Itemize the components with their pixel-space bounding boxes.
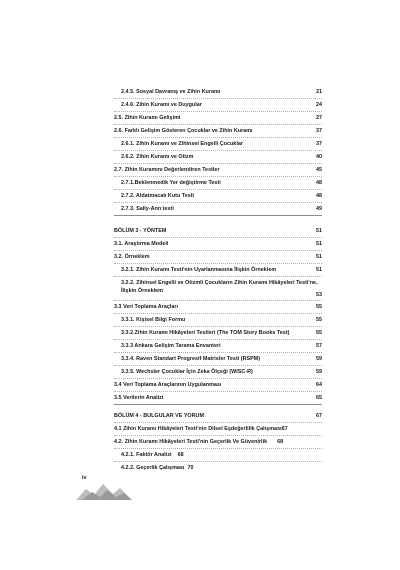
section-divider: [114, 215, 322, 216]
toc-entry-3-3-1: 3.3.1. Kişisel Bilgi Formu: [121, 317, 186, 323]
toc-page-2-6-1: 37: [316, 141, 322, 147]
entry-divider: [114, 111, 322, 112]
toc-entry-4-2: [114, 438, 283, 446]
entry-divider: [114, 189, 322, 190]
toc-entry-2-5: 2.5. Zihin Kuramı Gelişimi: [114, 115, 181, 121]
entry-divider: [114, 237, 322, 238]
toc-chapter-4: BÖLÜM 4 - BULGULAR VE YORUM: [114, 413, 204, 419]
mountain-decoration-icon: [76, 480, 132, 500]
toc-page-4-2-2: 70: [187, 465, 194, 471]
entry-divider: [114, 422, 322, 423]
entry-divider: [114, 378, 322, 379]
toc-page-chapter-3: 51: [316, 228, 322, 234]
entry-divider: [114, 150, 322, 151]
toc-page-3-4: 64: [316, 382, 322, 388]
toc-entry-4-2-2: [121, 464, 193, 472]
toc-page-3-3: 55: [316, 304, 322, 310]
toc-entry-2-7-3: 2.7.3. Sally-Ann testi: [121, 206, 174, 212]
toc-entry-2-7-2: 2.7.2. Aldatmacalı Kutu Testi: [121, 193, 195, 199]
toc-entry-2-7: 2.7. Zihin Kuramını Değerlendiren Testler: [114, 167, 220, 173]
entry-divider: [114, 276, 322, 277]
entry-divider: [114, 263, 322, 264]
toc-entry-3-5: 3.5 Verilerin Analizi: [114, 395, 164, 401]
toc-page-2-7-2: 48: [316, 193, 322, 199]
toc-entry-3-3-3: 3.3.3 Ankara Gelişim Tarama Envanteri: [121, 343, 221, 349]
toc-page-3-3-3: 57: [316, 343, 322, 349]
toc-page-3-2: 51: [316, 254, 322, 260]
toc-entry-2-7-1: 2.7.1.Beklenmedik Yer değiştirme Testi: [121, 180, 221, 186]
toc-entry-4-2-1-label: 4.2.1. Faktör Analizi: [121, 452, 172, 458]
toc-entry-3-1: 3.1. Araştırma Modeli: [114, 241, 169, 247]
toc-entry-3-3-2: 3.3.2.Zihin Kuramı Hikâyeleri Testleri (The TOM Story Books Test): [121, 330, 290, 336]
entry-divider: [114, 461, 322, 462]
toc-page-2-4-6: 24: [316, 102, 322, 108]
toc-entry-4-2-label: 4.2. Zihin Kuramı Hikâyeleri Testi'nin Geçerlik Ve Güvenirlik: [114, 439, 268, 445]
entry-divider: [114, 163, 322, 164]
entry-divider: [114, 448, 322, 449]
toc-page-3-2-2: 53: [316, 292, 322, 298]
toc-page-4-1: 67: [281, 426, 288, 432]
toc-entry-2-6-1: 2.6.1. Zihin Kuramı ve Zihinsel Engelli Çocuklar: [121, 141, 243, 147]
toc-entry-3-2-1: 3.2.1. Zihin Kuramı Testi'nin Uyarlanmasına İlişkin Örneklem: [121, 267, 277, 273]
entry-divider: [114, 98, 322, 99]
entry-divider: [114, 352, 322, 353]
entry-divider: [114, 365, 322, 366]
toc-page-2-7-3: 49: [316, 206, 322, 212]
toc-entry-3-3-5: 3.3.5. Wechsler Çocuklar İçin Zeka Ölçeği (WISC-R): [121, 369, 253, 375]
toc-entry-2-4-6: 2.4.6. Zihin Kuramı ve Duygular: [121, 102, 202, 108]
entry-divider: [114, 124, 322, 125]
page-number: iv: [82, 475, 87, 481]
toc-page-3-2-1: 51: [316, 267, 322, 273]
toc-page-2-5: 27: [316, 115, 322, 121]
toc-page-3-3-5: 59: [316, 369, 322, 375]
toc-entry-3-2: 3.2. Örneklem: [114, 254, 150, 260]
entry-divider: [114, 137, 322, 138]
toc-page-3-1: 51: [316, 241, 322, 247]
toc-page-2-6: 37: [316, 128, 322, 134]
toc-entry-4-2-1: [121, 451, 184, 459]
toc-page-3-5: 65: [316, 395, 322, 401]
toc-entry-3-2-2: 3.2.2. Zihinsel Engelli ve Otizmli Çocukların Zihin Kuramı Hikâyeleri Testi'ne, İlişkin Örneklem: [121, 280, 318, 294]
toc-entry-2-6-2: 2.6.2. Zihin Kuramı ve Otizm: [121, 154, 194, 160]
toc-page-chapter-4: 67: [316, 413, 322, 419]
entry-divider: [114, 313, 322, 314]
entry-divider: [114, 202, 322, 203]
toc-page-2-6-2: 40: [316, 154, 322, 160]
toc-entry-4-2-2-label: 4.2.2. Geçerlik Çalışması: [121, 465, 185, 471]
toc-chapter-3: BÖLÜM 3 - YÖNTEM: [114, 228, 167, 234]
entry-divider: [114, 435, 322, 436]
entry-divider: [114, 391, 322, 392]
toc-page-2-4-5: 21: [316, 89, 322, 95]
toc-page-2-7-1: 48: [316, 180, 322, 186]
toc-entry-4-1: [114, 425, 288, 433]
entry-divider: [114, 326, 322, 327]
toc-page-4-2: 68: [277, 439, 284, 445]
entry-divider: [114, 339, 322, 340]
toc-page-3-3-2: 55: [316, 330, 322, 336]
entry-divider: [114, 250, 322, 251]
toc-entry-2-4-5: 2.4.5. Sosyal Davranış ve Zihin Kuramı: [121, 89, 221, 95]
section-divider: [114, 404, 322, 405]
toc-page-2-7: 45: [316, 167, 322, 173]
toc-entry-2-6: 2.6. Farklı Gelişim Gösteren Çocuklar ve Zihin Kuramı: [114, 128, 253, 134]
toc-entry-3-3-4: 3.3.4. Raven Standart Progresif Matrisler Testi (RSPM): [121, 356, 261, 362]
toc-page-3-3-4: 59: [316, 356, 322, 362]
entry-divider: [114, 176, 322, 177]
toc-entry-3-3: 3.3 Veri Toplama Araçları: [114, 304, 179, 310]
toc-page-4-2-1: 68: [177, 452, 184, 458]
entry-divider: [114, 300, 322, 301]
toc-entry-4-1-label: 4.1 Zihin Kuramı Hikâyeleri Testi'nin Dilsel Eşdeğerlilik Çalışması: [114, 426, 282, 432]
toc-entry-3-4: 3.4 Veri Toplama Araçlarının Uygulanması: [114, 382, 222, 388]
toc-page-3-3-1: 55: [316, 317, 322, 323]
